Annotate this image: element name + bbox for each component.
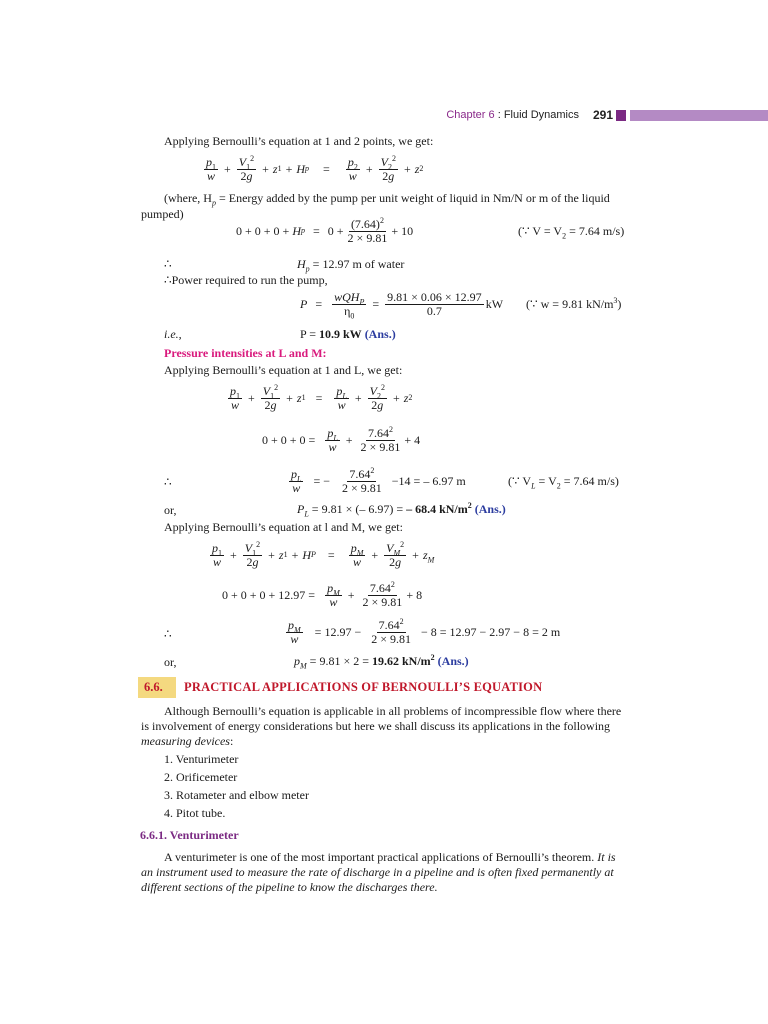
equation-power: P = $\frac{wQH_P}{\eta_0}$ = $\frac{9.81 \times 0.06 \times 12.97}{0.7}$ kW [300, 289, 504, 320]
equation-M-values: 0 + 0 + 0 + 12.97 = $\frac{p_M}{w}$ + $\frac{7.64^2}{2 \times 9.81}$ + 8 [222, 579, 423, 609]
list-item: 3. Rotameter and elbow meter [164, 788, 309, 802]
intro-sentence-1-2: Applying Bernoulli’s equation at 1 and 2 points, we get: [164, 134, 434, 148]
condition-w: (∵ w = 9.81 $kN/m^3$) [526, 296, 622, 311]
chapter-label: Chapter 6 : Fluid Dynamics [446, 109, 579, 121]
pM-result: $p_M = 9.81 \times 2 = 19.62$ $kN/m^2$ (Ans.) [294, 653, 469, 671]
bernoulli-equation-1-L: $\frac{p_1}{w}$ + $\frac{V_1^2}{2g}$ + z 1 = $\frac{p_L}{w}$ + $\frac{V_2^2}{2g}$ + z 2 [230, 382, 413, 412]
list-item: 4. Pitot tube. [164, 806, 226, 820]
section-title: PRACTICAL APPLICATIONS OF BERNOULLI’S EQUATION [184, 680, 543, 694]
therefore-symbol-3: ∴ [164, 627, 172, 641]
venturimeter-para-line-2: an instrument used to measure the rate of discharge in a pipeline and is often fixed permanently at [141, 865, 614, 879]
list-item: 2. Orificemeter [164, 770, 238, 784]
condition-vL: (∵ $V_L = V_2 = 7.64$ m/s) [508, 474, 619, 491]
pressure-heading: Pressure intensities at L and M: [164, 346, 327, 360]
hp-result: $H_p = 12.97$ m of water [297, 257, 405, 274]
bernoulli-equation-1-2: $\frac{p_1}{w}$ + $\frac{V_1^2}{2g}$ + z 1 + H p = $\frac{p_2}{w}$ + $\frac{V_2^2}{2g}$ + z 2 [206, 153, 424, 183]
where-clause: (where, $H_p$ = Energy added by the pump per unit weight of liquid in Nm/N or m of the liquid [164, 191, 610, 208]
bernoulli-equation-1-M: $\frac{p_1}{w}$ + $\frac{V_1^2}{2g}$ + z 1 + H P = $\frac{p_M}{w}$ + $\frac{V_M^2}{2g}$ + $z_M$ [212, 539, 435, 569]
applications-para-line-2: is involvement of energy considerations but here we shall discuss its applications in the following [141, 719, 611, 733]
or-label: or, [164, 503, 177, 517]
applications-para-line-3: measuring devices: [141, 734, 234, 748]
condition-v-equals-v2: (∵ $V = V_2 = 7.64$ m/s) [518, 224, 625, 241]
or-label-2: or, [164, 655, 177, 669]
equation-hp: 0 + 0 + 0 + H p = 0 + $\frac{(7.64)^2}{2 \times 9.81}$ + 10 [236, 215, 414, 245]
therefore-symbol: ∴ [164, 257, 172, 271]
equation-L-values: 0 + 0 + 0 = $\frac{p_L}{w}$ + $\frac{7.64^2}{2 \times 9.81}$ + 4 [262, 424, 421, 454]
venturimeter-para-line-1: A venturimeter is one of the most important practical applications of Bernoulli’s theorem. It is [164, 850, 616, 864]
where-clause-cont: pumped) [141, 207, 184, 221]
running-header [368, 108, 768, 126]
header-bar [630, 110, 768, 121]
subsection-heading: 6.6.1. Venturimeter [140, 828, 239, 842]
ie-label: i.e., [164, 327, 182, 341]
venturimeter-para-line-3: different sections of the pipeline to know the discharges there. [141, 880, 438, 894]
section-number: 6.6. [144, 680, 163, 694]
intro-sentence-1-L: Applying Bernoulli’s equation at 1 and L, we get: [164, 363, 403, 377]
section-heading [138, 677, 638, 698]
equation-pL-over-w: $\frac{p_L}{w}$ = − $\frac{7.64^2}{2 \times 9.81}$ −14 = – 6.97 m [291, 465, 466, 495]
intro-sentence-1-M: Applying Bernoulli’s equation at l and M, we get: [164, 520, 403, 534]
power-result: P = 10.9 kW (Ans.) [300, 327, 396, 341]
header-marker [616, 110, 626, 121]
equation-pM-over-w: $\frac{p_M}{w}$ = 12.97 − $\frac{7.64^2}{2 \times 9.81}$ − 8 = 12.97 − 2.97 − 8 = 2 m [288, 616, 561, 646]
page-number: 291 [592, 108, 613, 122]
pL-result: $P_L = 9.81$ × (– 6.97) = – 68.4 $kN/m^2$ (Ans.) [297, 501, 506, 519]
list-item: 1. Venturimeter [164, 752, 239, 766]
therefore-symbol-2: ∴ [164, 475, 172, 489]
power-sentence: ∴Power required to run the pump, [164, 273, 328, 287]
applications-para-line-1: Although Bernoulli’s equation is applicable in all problems of incompressible flow where there [164, 704, 622, 718]
